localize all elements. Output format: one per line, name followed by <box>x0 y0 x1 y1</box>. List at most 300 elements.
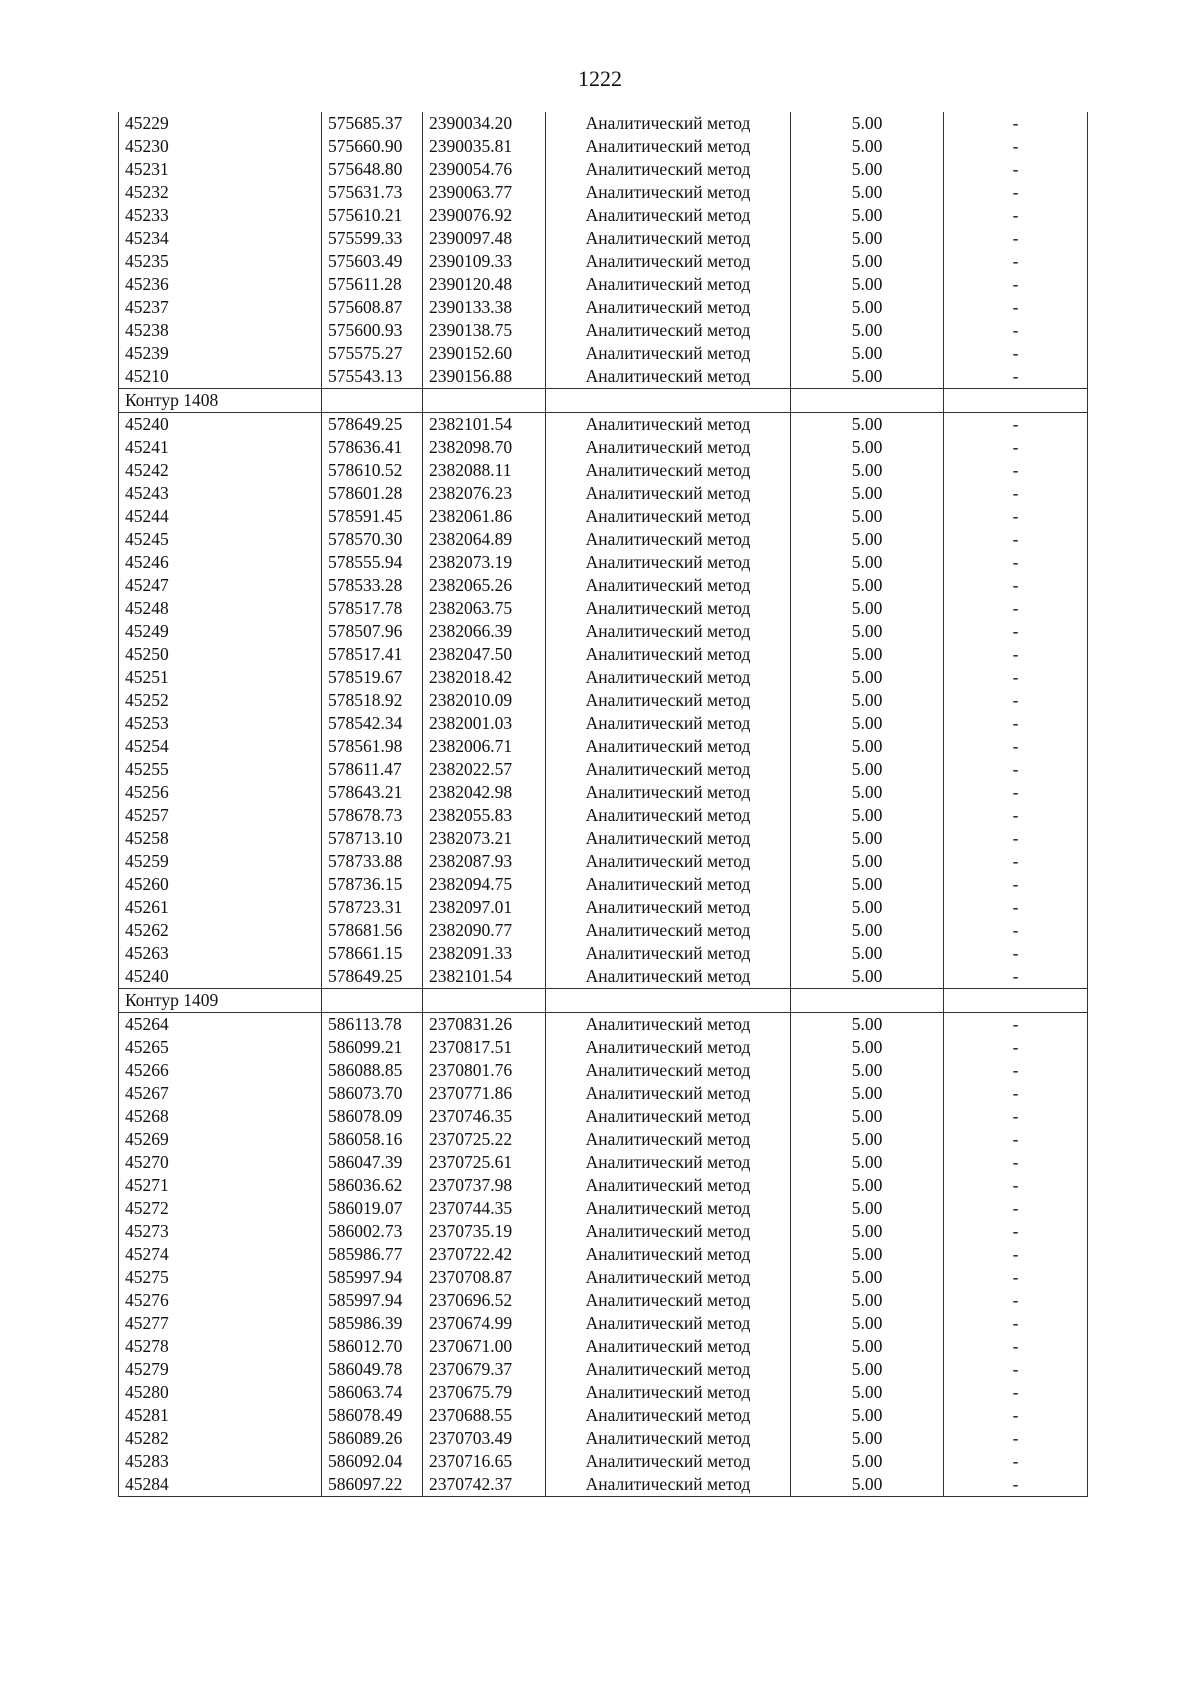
note-cell: - <box>944 597 1088 620</box>
note-cell: - <box>944 227 1088 250</box>
table-row <box>119 1381 1088 1404</box>
method-cell: Аналитический метод <box>546 735 791 758</box>
point-id-cell: 45245 <box>119 528 322 551</box>
y-coordinate-cell: 2370708.87 <box>423 1266 546 1289</box>
method-cell: Аналитический метод <box>546 1289 791 1312</box>
y-coordinate-cell: 2382063.75 <box>423 597 546 620</box>
accuracy-cell: 5.00 <box>791 296 944 319</box>
empty-cell <box>423 989 546 1013</box>
point-id-cell: 45256 <box>119 781 322 804</box>
note-cell: - <box>944 365 1088 389</box>
table-row <box>119 273 1088 296</box>
point-id-cell: 45283 <box>119 1450 322 1473</box>
method-cell: Аналитический метод <box>546 965 791 989</box>
x-coordinate-cell: 578611.47 <box>322 758 423 781</box>
point-id-cell: 45233 <box>119 204 322 227</box>
x-coordinate-cell: 578533.28 <box>322 574 423 597</box>
note-cell: - <box>944 1450 1088 1473</box>
method-cell: Аналитический метод <box>546 505 791 528</box>
accuracy-cell: 5.00 <box>791 135 944 158</box>
coordinates-table-body <box>119 112 1088 1497</box>
method-cell: Аналитический метод <box>546 574 791 597</box>
x-coordinate-cell: 578661.15 <box>322 942 423 965</box>
y-coordinate-cell: 2370801.76 <box>423 1059 546 1082</box>
note-cell: - <box>944 1128 1088 1151</box>
x-coordinate-cell: 585997.94 <box>322 1266 423 1289</box>
note-cell: - <box>944 1013 1088 1037</box>
point-id-cell: 45275 <box>119 1266 322 1289</box>
y-coordinate-cell: 2382073.19 <box>423 551 546 574</box>
accuracy-cell: 5.00 <box>791 666 944 689</box>
method-cell: Аналитический метод <box>546 204 791 227</box>
y-coordinate-cell: 2370671.00 <box>423 1335 546 1358</box>
point-id-cell: 45240 <box>119 413 322 437</box>
x-coordinate-cell: 586092.04 <box>322 1450 423 1473</box>
method-cell: Аналитический метод <box>546 1450 791 1473</box>
x-coordinate-cell: 586099.21 <box>322 1036 423 1059</box>
note-cell: - <box>944 965 1088 989</box>
page-number: 1222 <box>578 66 622 91</box>
point-id-cell: 45274 <box>119 1243 322 1266</box>
x-coordinate-cell: 575685.37 <box>322 112 423 135</box>
y-coordinate-cell: 2382101.54 <box>423 965 546 989</box>
table-row <box>119 1335 1088 1358</box>
x-coordinate-cell: 578561.98 <box>322 735 423 758</box>
table-row <box>119 342 1088 365</box>
method-cell: Аналитический метод <box>546 413 791 437</box>
accuracy-cell: 5.00 <box>791 1427 944 1450</box>
note-cell: - <box>944 758 1088 781</box>
empty-cell <box>546 989 791 1013</box>
x-coordinate-cell: 578723.31 <box>322 896 423 919</box>
method-cell: Аналитический метод <box>546 528 791 551</box>
method-cell: Аналитический метод <box>546 250 791 273</box>
y-coordinate-cell: 2382098.70 <box>423 436 546 459</box>
x-coordinate-cell: 575599.33 <box>322 227 423 250</box>
method-cell: Аналитический метод <box>546 712 791 735</box>
table-row <box>119 181 1088 204</box>
method-cell: Аналитический метод <box>546 1013 791 1037</box>
method-cell: Аналитический метод <box>546 181 791 204</box>
note-cell: - <box>944 1266 1088 1289</box>
table-row <box>119 1082 1088 1105</box>
y-coordinate-cell: 2370675.79 <box>423 1381 546 1404</box>
note-cell: - <box>944 804 1088 827</box>
point-id-cell: 45279 <box>119 1358 322 1381</box>
table-row <box>119 965 1088 989</box>
table-row <box>119 827 1088 850</box>
method-cell: Аналитический метод <box>546 1128 791 1151</box>
x-coordinate-cell: 578678.73 <box>322 804 423 827</box>
point-id-cell: 45253 <box>119 712 322 735</box>
accuracy-cell: 5.00 <box>791 942 944 965</box>
y-coordinate-cell: 2382006.71 <box>423 735 546 758</box>
table-row <box>119 896 1088 919</box>
empty-cell <box>322 389 423 413</box>
x-coordinate-cell: 575603.49 <box>322 250 423 273</box>
y-coordinate-cell: 2382022.57 <box>423 758 546 781</box>
y-coordinate-cell: 2382018.42 <box>423 666 546 689</box>
method-cell: Аналитический метод <box>546 666 791 689</box>
y-coordinate-cell: 2370674.99 <box>423 1312 546 1335</box>
x-coordinate-cell: 586113.78 <box>322 1013 423 1037</box>
table-row <box>119 1427 1088 1450</box>
y-coordinate-cell: 2370735.19 <box>423 1220 546 1243</box>
accuracy-cell: 5.00 <box>791 758 944 781</box>
point-id-cell: 45273 <box>119 1220 322 1243</box>
note-cell: - <box>944 319 1088 342</box>
accuracy-cell: 5.00 <box>791 459 944 482</box>
point-id-cell: 45231 <box>119 158 322 181</box>
table-row <box>119 942 1088 965</box>
accuracy-cell: 5.00 <box>791 827 944 850</box>
y-coordinate-cell: 2382064.89 <box>423 528 546 551</box>
point-id-cell: 45234 <box>119 227 322 250</box>
y-coordinate-cell: 2390063.77 <box>423 181 546 204</box>
accuracy-cell: 5.00 <box>791 436 944 459</box>
method-cell: Аналитический метод <box>546 1473 791 1497</box>
note-cell: - <box>944 827 1088 850</box>
point-id-cell: 45247 <box>119 574 322 597</box>
method-cell: Аналитический метод <box>546 459 791 482</box>
note-cell: - <box>944 551 1088 574</box>
accuracy-cell: 5.00 <box>791 1266 944 1289</box>
x-coordinate-cell: 586063.74 <box>322 1381 423 1404</box>
y-coordinate-cell: 2390076.92 <box>423 204 546 227</box>
table-row <box>119 873 1088 896</box>
note-cell: - <box>944 1105 1088 1128</box>
note-cell: - <box>944 850 1088 873</box>
note-cell: - <box>944 1243 1088 1266</box>
table-row <box>119 204 1088 227</box>
point-id-cell: 45266 <box>119 1059 322 1082</box>
y-coordinate-cell: 2382094.75 <box>423 873 546 896</box>
table-row <box>119 850 1088 873</box>
y-coordinate-cell: 2370716.65 <box>423 1450 546 1473</box>
method-cell: Аналитический метод <box>546 319 791 342</box>
accuracy-cell: 5.00 <box>791 227 944 250</box>
accuracy-cell: 5.00 <box>791 1013 944 1037</box>
note-cell: - <box>944 712 1088 735</box>
x-coordinate-cell: 585997.94 <box>322 1289 423 1312</box>
y-coordinate-cell: 2370703.49 <box>423 1427 546 1450</box>
table-row <box>119 1174 1088 1197</box>
method-cell: Аналитический метод <box>546 1059 791 1082</box>
x-coordinate-cell: 578570.30 <box>322 528 423 551</box>
x-coordinate-cell: 578555.94 <box>322 551 423 574</box>
method-cell: Аналитический метод <box>546 1266 791 1289</box>
table-row <box>119 528 1088 551</box>
table-row <box>119 804 1088 827</box>
accuracy-cell: 5.00 <box>791 712 944 735</box>
accuracy-cell: 5.00 <box>791 158 944 181</box>
point-id-cell: 45242 <box>119 459 322 482</box>
method-cell: Аналитический метод <box>546 227 791 250</box>
point-id-cell: 45240 <box>119 965 322 989</box>
note-cell: - <box>944 1427 1088 1450</box>
accuracy-cell: 5.00 <box>791 689 944 712</box>
x-coordinate-cell: 578542.34 <box>322 712 423 735</box>
table-row <box>119 135 1088 158</box>
note-cell: - <box>944 181 1088 204</box>
x-coordinate-cell: 575648.80 <box>322 158 423 181</box>
point-id-cell: 45272 <box>119 1197 322 1220</box>
y-coordinate-cell: 2382042.98 <box>423 781 546 804</box>
method-cell: Аналитический метод <box>546 1404 791 1427</box>
point-id-cell: 45229 <box>119 112 322 135</box>
table-row <box>119 1312 1088 1335</box>
note-cell: - <box>944 1197 1088 1220</box>
note-cell: - <box>944 505 1088 528</box>
x-coordinate-cell: 586058.16 <box>322 1128 423 1151</box>
point-id-cell: 45269 <box>119 1128 322 1151</box>
x-coordinate-cell: 586002.73 <box>322 1220 423 1243</box>
y-coordinate-cell: 2370744.35 <box>423 1197 546 1220</box>
table-row <box>119 1358 1088 1381</box>
y-coordinate-cell: 2370725.22 <box>423 1128 546 1151</box>
accuracy-cell: 5.00 <box>791 919 944 942</box>
note-cell: - <box>944 1404 1088 1427</box>
table-row <box>119 781 1088 804</box>
table-row <box>119 574 1088 597</box>
coordinates-table <box>118 112 1088 1497</box>
x-coordinate-cell: 578591.45 <box>322 505 423 528</box>
point-id-cell: 45235 <box>119 250 322 273</box>
note-cell: - <box>944 1036 1088 1059</box>
method-cell: Аналитический метод <box>546 643 791 666</box>
section-label: Контур 1409 <box>119 989 322 1013</box>
method-cell: Аналитический метод <box>546 620 791 643</box>
method-cell: Аналитический метод <box>546 689 791 712</box>
table-row <box>119 112 1088 135</box>
point-id-cell: 45257 <box>119 804 322 827</box>
point-id-cell: 45236 <box>119 273 322 296</box>
note-cell: - <box>944 1289 1088 1312</box>
method-cell: Аналитический метод <box>546 804 791 827</box>
method-cell: Аналитический метод <box>546 296 791 319</box>
y-coordinate-cell: 2370742.37 <box>423 1473 546 1497</box>
accuracy-cell: 5.00 <box>791 1243 944 1266</box>
empty-cell <box>546 389 791 413</box>
method-cell: Аналитический метод <box>546 896 791 919</box>
note-cell: - <box>944 482 1088 505</box>
point-id-cell: 45250 <box>119 643 322 666</box>
accuracy-cell: 5.00 <box>791 896 944 919</box>
point-id-cell: 45277 <box>119 1312 322 1335</box>
note-cell: - <box>944 1059 1088 1082</box>
point-id-cell: 45281 <box>119 1404 322 1427</box>
method-cell: Аналитический метод <box>546 1197 791 1220</box>
x-coordinate-cell: 586012.70 <box>322 1335 423 1358</box>
table-row <box>119 158 1088 181</box>
note-cell: - <box>944 273 1088 296</box>
accuracy-cell: 5.00 <box>791 850 944 873</box>
y-coordinate-cell: 2382087.93 <box>423 850 546 873</box>
table-row <box>119 1059 1088 1082</box>
method-cell: Аналитический метод <box>546 1381 791 1404</box>
method-cell: Аналитический метод <box>546 919 791 942</box>
point-id-cell: 45210 <box>119 365 322 389</box>
y-coordinate-cell: 2370737.98 <box>423 1174 546 1197</box>
table-row <box>119 712 1088 735</box>
x-coordinate-cell: 586088.85 <box>322 1059 423 1082</box>
accuracy-cell: 5.00 <box>791 1128 944 1151</box>
accuracy-cell: 5.00 <box>791 505 944 528</box>
point-id-cell: 45265 <box>119 1036 322 1059</box>
method-cell: Аналитический метод <box>546 758 791 781</box>
x-coordinate-cell: 586089.26 <box>322 1427 423 1450</box>
note-cell: - <box>944 942 1088 965</box>
point-id-cell: 45282 <box>119 1427 322 1450</box>
method-cell: Аналитический метод <box>546 942 791 965</box>
point-id-cell: 45238 <box>119 319 322 342</box>
table-row <box>119 597 1088 620</box>
method-cell: Аналитический метод <box>546 273 791 296</box>
accuracy-cell: 5.00 <box>791 250 944 273</box>
accuracy-cell: 5.00 <box>791 1220 944 1243</box>
x-coordinate-cell: 578518.92 <box>322 689 423 712</box>
method-cell: Аналитический метод <box>546 1082 791 1105</box>
accuracy-cell: 5.00 <box>791 482 944 505</box>
table-row <box>119 365 1088 389</box>
note-cell: - <box>944 735 1088 758</box>
table-row <box>119 1128 1088 1151</box>
x-coordinate-cell: 586049.78 <box>322 1358 423 1381</box>
accuracy-cell: 5.00 <box>791 181 944 204</box>
table-row <box>119 1105 1088 1128</box>
note-cell: - <box>944 250 1088 273</box>
point-id-cell: 45258 <box>119 827 322 850</box>
accuracy-cell: 5.00 <box>791 413 944 437</box>
method-cell: Аналитический метод <box>546 850 791 873</box>
table-row <box>119 505 1088 528</box>
method-cell: Аналитический метод <box>546 1220 791 1243</box>
method-cell: Аналитический метод <box>546 1358 791 1381</box>
y-coordinate-cell: 2390156.88 <box>423 365 546 389</box>
point-id-cell: 45241 <box>119 436 322 459</box>
note-cell: - <box>944 1082 1088 1105</box>
note-cell: - <box>944 919 1088 942</box>
x-coordinate-cell: 578517.41 <box>322 643 423 666</box>
accuracy-cell: 5.00 <box>791 965 944 989</box>
y-coordinate-cell: 2370746.35 <box>423 1105 546 1128</box>
x-coordinate-cell: 578636.41 <box>322 436 423 459</box>
x-coordinate-cell: 575610.21 <box>322 204 423 227</box>
note-cell: - <box>944 643 1088 666</box>
table-row <box>119 482 1088 505</box>
note-cell: - <box>944 204 1088 227</box>
accuracy-cell: 5.00 <box>791 597 944 620</box>
x-coordinate-cell: 585986.77 <box>322 1243 423 1266</box>
method-cell: Аналитический метод <box>546 1335 791 1358</box>
accuracy-cell: 5.00 <box>791 1059 944 1082</box>
x-coordinate-cell: 586097.22 <box>322 1473 423 1497</box>
y-coordinate-cell: 2382001.03 <box>423 712 546 735</box>
point-id-cell: 45248 <box>119 597 322 620</box>
empty-cell <box>944 989 1088 1013</box>
note-cell: - <box>944 1381 1088 1404</box>
x-coordinate-cell: 585986.39 <box>322 1312 423 1335</box>
point-id-cell: 45260 <box>119 873 322 896</box>
point-id-cell: 45237 <box>119 296 322 319</box>
y-coordinate-cell: 2370679.37 <box>423 1358 546 1381</box>
table-row <box>119 919 1088 942</box>
note-cell: - <box>944 135 1088 158</box>
y-coordinate-cell: 2390133.38 <box>423 296 546 319</box>
x-coordinate-cell: 586019.07 <box>322 1197 423 1220</box>
table-row <box>119 250 1088 273</box>
method-cell: Аналитический метод <box>546 1312 791 1335</box>
table-row <box>119 1404 1088 1427</box>
accuracy-cell: 5.00 <box>791 1174 944 1197</box>
accuracy-cell: 5.00 <box>791 1335 944 1358</box>
accuracy-cell: 5.00 <box>791 1473 944 1497</box>
note-cell: - <box>944 296 1088 319</box>
empty-cell <box>944 389 1088 413</box>
method-cell: Аналитический метод <box>546 112 791 135</box>
x-coordinate-cell: 575600.93 <box>322 319 423 342</box>
point-id-cell: 45230 <box>119 135 322 158</box>
note-cell: - <box>944 873 1088 896</box>
x-coordinate-cell: 575608.87 <box>322 296 423 319</box>
note-cell: - <box>944 1312 1088 1335</box>
note-cell: - <box>944 1358 1088 1381</box>
table-row <box>119 459 1088 482</box>
method-cell: Аналитический метод <box>546 365 791 389</box>
method-cell: Аналитический метод <box>546 135 791 158</box>
note-cell: - <box>944 1335 1088 1358</box>
accuracy-cell: 5.00 <box>791 551 944 574</box>
x-coordinate-cell: 575631.73 <box>322 181 423 204</box>
x-coordinate-cell: 578507.96 <box>322 620 423 643</box>
point-id-cell: 45252 <box>119 689 322 712</box>
x-coordinate-cell: 578713.10 <box>322 827 423 850</box>
table-row <box>119 1220 1088 1243</box>
table-row <box>119 1450 1088 1473</box>
point-id-cell: 45262 <box>119 919 322 942</box>
table-row <box>119 1473 1088 1497</box>
accuracy-cell: 5.00 <box>791 112 944 135</box>
point-id-cell: 45284 <box>119 1473 322 1497</box>
y-coordinate-cell: 2390054.76 <box>423 158 546 181</box>
accuracy-cell: 5.00 <box>791 1197 944 1220</box>
method-cell: Аналитический метод <box>546 342 791 365</box>
method-cell: Аналитический метод <box>546 1427 791 1450</box>
accuracy-cell: 5.00 <box>791 1381 944 1404</box>
x-coordinate-cell: 578733.88 <box>322 850 423 873</box>
y-coordinate-cell: 2390152.60 <box>423 342 546 365</box>
table-row <box>119 227 1088 250</box>
point-id-cell: 45246 <box>119 551 322 574</box>
table-row <box>119 1197 1088 1220</box>
accuracy-cell: 5.00 <box>791 1082 944 1105</box>
x-coordinate-cell: 586078.09 <box>322 1105 423 1128</box>
empty-cell <box>791 989 944 1013</box>
y-coordinate-cell: 2382101.54 <box>423 413 546 437</box>
accuracy-cell: 5.00 <box>791 319 944 342</box>
point-id-cell: 45244 <box>119 505 322 528</box>
y-coordinate-cell: 2390034.20 <box>423 112 546 135</box>
x-coordinate-cell: 578649.25 <box>322 965 423 989</box>
x-coordinate-cell: 578601.28 <box>322 482 423 505</box>
accuracy-cell: 5.00 <box>791 574 944 597</box>
table-row <box>119 551 1088 574</box>
x-coordinate-cell: 578681.56 <box>322 919 423 942</box>
x-coordinate-cell: 586047.39 <box>322 1151 423 1174</box>
method-cell: Аналитический метод <box>546 1174 791 1197</box>
accuracy-cell: 5.00 <box>791 365 944 389</box>
x-coordinate-cell: 578610.52 <box>322 459 423 482</box>
